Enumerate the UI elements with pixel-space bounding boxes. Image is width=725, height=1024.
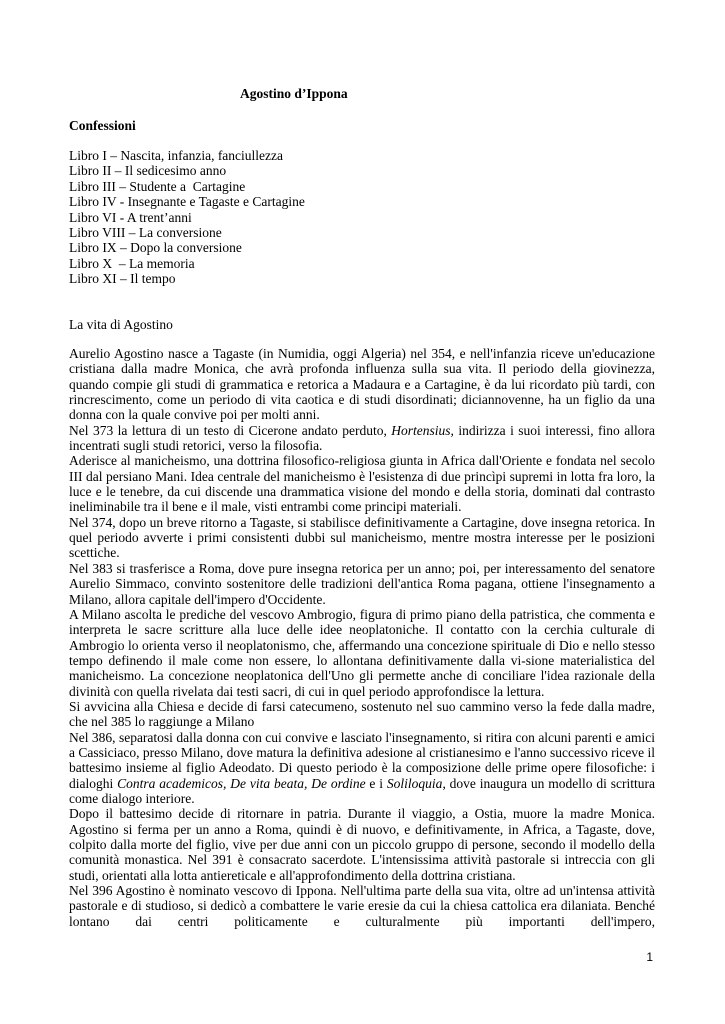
- toc-item: Libro VIII – La conversione: [69, 225, 222, 241]
- paragraph-text: Nel 373 la lettura di un testo di Cicerone andato perduto,: [69, 422, 392, 438]
- paragraph-text: indirizza i suoi interessi, fino allora incentrati sugli studi retorici, verso la filosofia.: [69, 422, 655, 454]
- toc-item: Libro I – Nascita, infanzia, fanciullezza: [69, 148, 284, 163]
- toc-item: Libro XI – Il tempo: [69, 271, 176, 287]
- document-title: Agostino d’Ippona: [240, 86, 348, 101]
- paragraph: Si avvicina alla Chiesa e decide di farsi catecumeno, sostenuto nel suo cammino verso la fede dalla madre, che nel 385 lo raggiunge a Milano: [69, 698, 655, 730]
- book-titles-dialogues: Contra academicos, De vita beata, De ordine: [117, 775, 366, 791]
- paragraph: Aurelio Agostino nasce a Tagaste (in Numidia, oggi Algeria) nel 354, e nell'infanzia riceve un'educazione cristiana dalla madre Monica, che avrà profonda influenza sulla sua vita. Il periodo della giovinezza, quando compie gli studi di grammatica e retorica a Madaura e a Cartagine, è da lui ricordato più tardi, con rincrescimento, come un periodo di vita caotica e di studi disordinati; diciannovenne, ha un figlio da una donna con la quale convive poi per molti anni.: [69, 346, 655, 423]
- paragraph: Nel 383 si trasferisce a Roma, dove pure insegna retorica per un anno; poi, per interessamento del senatore Aurelio Simmaco, convinto sostenitore delle tradizioni dell'antica Roma pagana, ottiene l'insegnamento a Milano, allora capitale dell'impero d'Occidente.: [69, 560, 655, 607]
- paragraph-text: e i: [365, 775, 387, 791]
- toc-item: Libro VI - A trent’anni: [69, 209, 192, 225]
- book-title-soliloquia: Soliloquia: [386, 775, 443, 791]
- toc-item: Libro IX – Dopo la conversione: [69, 240, 242, 256]
- paragraph: Aderisce al manicheismo, una dottrina filosofico-religiosa giunta in Africa dall'Oriente e fondata nel secolo III dal persiano Mani. Idea centrale del manicheismo è l'esistenza di due princìpi supremi in lotta fra loro, la luce e le tenebre, da cui discende una drammatica visione del mondo e della storia, dominati dal contrasto ineliminabile tra il bene e il male, visti entrambi come principi materiali.: [69, 453, 655, 515]
- book-title-hortensius: Hortensius,: [391, 422, 454, 438]
- paragraph: A Milano ascolta le prediche del vescovo Ambrogio, figura di primo piano della patristica, che commenta e interpreta le sacre scritture alla luce delle idee neoplatoniche. Il contatto con la cerchia culturale di Ambrogio lo orienta verso il neoplatonismo, che, affermando una concezione spirituale di Dio e nello stesso tempo definendo il male come non essere, lo allontana definitivamente dalla vi-sione materialistica del manicheismo. La concezione neoplatonica dell'Uno gli permette anche di conciliare l'idea razionale della divinità con quella rivelata dai testi sacri, di cui in quel periodo approfondisce la lettura.: [69, 606, 655, 699]
- paragraph: Dopo il battesimo decide di ritornare in patria. Durante il viaggio, a Ostia, muore la madre Monica. Agostino si ferma per un anno a Roma, quindi è di nuovo, e definitivamente, in Africa, a Tagaste, dove, colpito dalla morte del figlio, vive per due anni con un piccolo gruppo di persone, secondo il modello della comunità monastica. Nel 391 è consacrato sacerdote. L'intensissima attività pastorale si intreccia con gli studi, orientati alla lotta antiereticale e all'approfondimento della dottrina cristiana.: [69, 806, 655, 883]
- section-title: La vita di Agostino: [69, 317, 173, 332]
- body-text: [69, 346, 655, 929]
- paragraph: Nel 396 Agostino è nominato vescovo di Ippona. Nell'ultima parte della sua vita, oltre ad un'intensa attività pastorale e di studioso, si dedicò a combattere le varie eresie da cui la chiesa cattolica era dilaniata. Benché lontano dai centri politicamente e culturalmente più importanti dell'impero,: [69, 883, 655, 929]
- toc-item: Libro IV - Insegnante e Tagaste e Cartagine: [69, 194, 305, 210]
- toc-item: Libro II – Il sedicesimo anno: [69, 163, 227, 179]
- work-title: Confessioni: [69, 118, 136, 133]
- paragraph: Nel 374, dopo un breve ritorno a Tagaste, si stabilisce definitivamente a Cartagine, dove insegna retorica. In quel periodo avverte i primi consistenti dubbi sul manicheismo, mentre mostra interesse per le posizioni scettiche.: [69, 514, 655, 561]
- toc-item: Libro III – Studente a Cartagine: [69, 178, 246, 194]
- page-number: 1: [646, 950, 653, 964]
- paragraph: [69, 730, 655, 807]
- paragraph-text: Nel 386, separatosi dalla donna con cui convive e lasciato l'insegnamento, si ritira con alcuni parenti e amici a Cassiciaco, presso Milano, dove matura la definitiva adesione al cristianesimo e l'anno successivo riceve il battesimo insieme al figlio Adeodato. Di questo periodo è la composizione delle prime opere filosofiche: i dialoghi: [69, 729, 655, 791]
- table-of-contents: [69, 148, 305, 287]
- paragraph: [69, 423, 655, 454]
- toc-item: Libro X – La memoria: [69, 255, 195, 271]
- paragraph-text: , dove inaugura un modello di scrittura come dialogo interiore.: [69, 775, 655, 806]
